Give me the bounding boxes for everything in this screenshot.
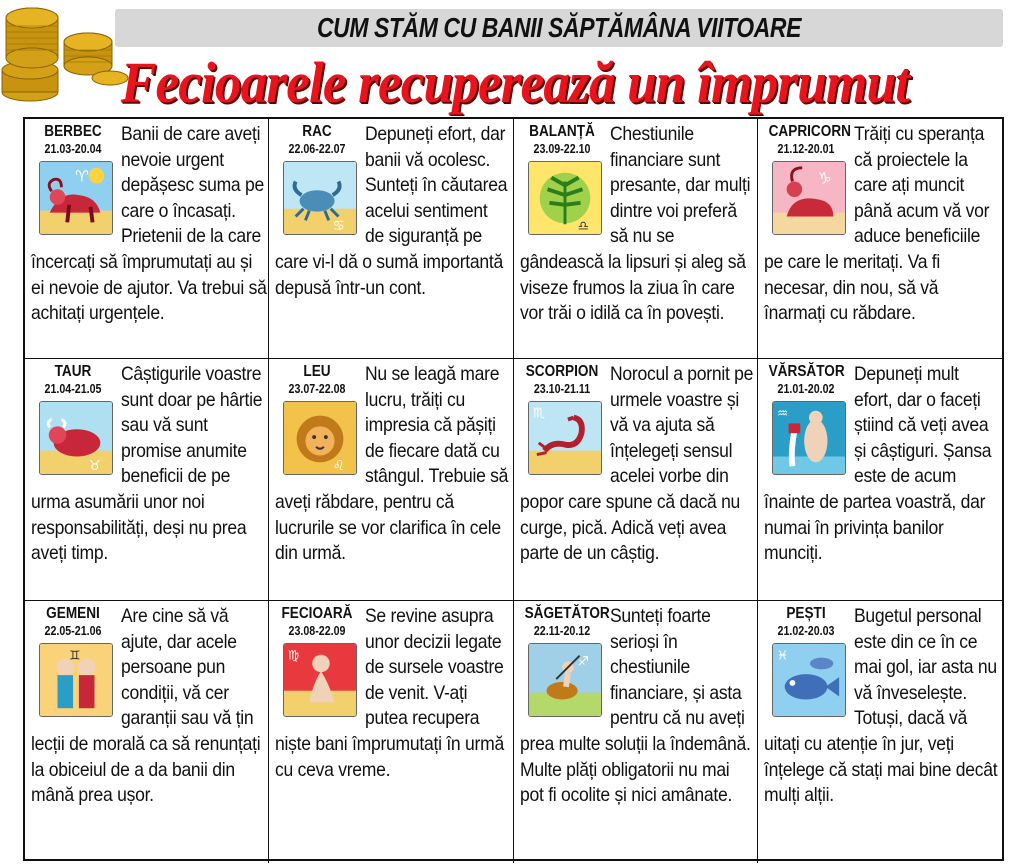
scorpion-icon <box>528 401 602 475</box>
kicker-title: CUM STĂM CU BANII SĂPTĂMÂNA VIITOARE <box>316 12 801 43</box>
sign-name: FECIOARĂ <box>281 605 353 622</box>
crab-icon <box>283 161 357 235</box>
svg-text:♏: ♏ <box>532 405 545 422</box>
sign-dates: 21.03-20.04 <box>44 141 102 156</box>
svg-text:♓: ♓ <box>776 647 788 663</box>
ram-icon <box>39 161 113 235</box>
scales-icon <box>528 161 602 235</box>
horoscope-cell-leu <box>269 359 513 601</box>
sign-dates: 23.10-21.11 <box>533 381 590 396</box>
sign-name: SCORPION <box>525 363 598 380</box>
forecast-paragraph: Trăiți cu speranța că proiectele la care ați muncit până acum vă vor aduce beneficiile pe care le meritați. Va fi necesar, din nou, să vă înarmați cu răbdare. <box>763 123 989 325</box>
svg-text:♑: ♑ <box>817 169 832 188</box>
sign-dates: 21.01-20.02 <box>777 381 835 396</box>
horoscope-cell-fecioara <box>269 601 513 863</box>
sign-dates: 22.05-21.06 <box>44 623 102 638</box>
forecast-text <box>764 362 1000 601</box>
horoscope-cell-balanta <box>514 119 758 359</box>
sign-dates: 23.07-22.08 <box>288 381 346 396</box>
sign-name: LEU <box>303 363 331 380</box>
horoscope-cell-scorpion <box>514 359 758 601</box>
forecast-paragraph: Nu se leagă mare lucru, trăiți cu impresia că pășiți de fiecare dată cu stângul. Trebuie să aveți răbdare, pentru că lucrurile se vor clarifica în cele din urmă. <box>275 363 509 565</box>
horoscope-cell-berbec <box>25 119 269 359</box>
forecast-text <box>31 122 267 359</box>
forecast-paragraph: Se revine asupra unor decizii legate de sursele voastre de venit. V-ați putea recupera niște bani împrumutați în urmă cu ceva vreme. <box>275 605 505 781</box>
sign-name: BALANȚĂ <box>528 123 595 140</box>
sign-name: CAPRICORN <box>768 123 851 140</box>
water-bearer-icon <box>772 401 846 475</box>
headline: Fecioarele recuperează un împrumut <box>120 50 910 115</box>
sign-name: VĂRSĂTOR <box>768 363 845 380</box>
forecast-paragraph: Chestiunile financiare sunt presante, dar mulți dintre voi preferă să nu se gândească la lipsuri și aleg să viseze frumos la ziua în care vor trăi o idilă ca în povești. <box>519 123 750 325</box>
forecast-paragraph: Banii de care aveți nevoie urgent depășesc suma pe care o încasați. Prietenii de la care încercați să împrumutați au și ei nevoie de ajutor. Va trebui să achitați urgențele. <box>31 123 267 325</box>
forecast-text <box>520 362 756 601</box>
sign-name: GEMENI <box>46 605 100 622</box>
forecast-text <box>764 122 1000 359</box>
forecast-text <box>520 122 756 359</box>
sign-name: BERBEC <box>44 123 102 140</box>
forecast-paragraph: Câștigurile voastre sunt doar pe hârtie sau vă sunt promise anumite beneficii de pe urma asumării unor noi responsabilități, deși nu prea aveți timp. <box>31 363 263 565</box>
svg-text:♉: ♉ <box>88 458 101 474</box>
sign-dates: 21.02-20.03 <box>777 623 835 638</box>
forecast-paragraph: Bugetul personal este din ce în ce mai gol, iar asta nu vă înveselește. Totuși, dacă vă uitați cu atenție în jur, veți înțelege că stați mai bine decât mulți alții. <box>763 605 998 807</box>
forecast-paragraph: Sunteți foarte serioși în chestiunile financiare, și asta pentru că nu aveți prea multe soluții la îndemână. Multe plăți obligatorii nu mai pot fi ocolite și nici amânate. <box>519 605 751 807</box>
svg-text:♐: ♐ <box>577 653 589 669</box>
lion-icon <box>283 401 357 475</box>
sign-dates: 22.11-20.12 <box>533 623 590 638</box>
svg-text:♍: ♍ <box>288 647 300 663</box>
horoscope-cell-rac <box>269 119 513 359</box>
horoscope-cell-varsator <box>758 359 1002 601</box>
svg-text:♌: ♌ <box>332 458 346 474</box>
virgin-icon <box>283 643 357 717</box>
sign-dates: 21.04-21.05 <box>44 381 102 396</box>
sign-name: RAC <box>302 123 332 140</box>
fish-icon <box>772 643 846 717</box>
horoscope-cell-sagetator <box>514 601 758 863</box>
horoscope-cell-taur <box>25 359 269 601</box>
sign-name: TAUR <box>54 363 92 380</box>
svg-text:♒: ♒ <box>776 405 788 421</box>
svg-text:♎: ♎ <box>577 218 589 234</box>
sign-name: SĂGETĂTOR <box>524 605 610 622</box>
forecast-text <box>31 362 267 601</box>
forecast-text <box>275 122 511 359</box>
horoscope-cell-gemeni <box>25 601 269 863</box>
sign-dates: 21.12-20.01 <box>777 141 835 156</box>
sign-dates: 23.08-22.09 <box>288 623 346 638</box>
forecast-paragraph: Are cine să vă ajute, dar acele persoane pun condiții, vă cer garanții sau vă țin lecții de morală ca să renunțați la obiceiul de a da banii din mână prea ușor. <box>31 605 261 807</box>
horoscope-grid <box>23 117 1004 861</box>
horoscope-cell-capricorn <box>758 119 1002 359</box>
sign-name: PEȘTI <box>786 605 826 622</box>
forecast-paragraph: Depuneți efort, dar banii vă ocolesc. Sunteți în căutarea acelui sentiment de siguranță pe care vi-l dă o sumă importantă depusă într-un cont. <box>275 123 508 299</box>
bull-icon <box>39 401 113 475</box>
horoscope-cell-pesti <box>758 601 1002 863</box>
archer-icon <box>528 643 602 717</box>
forecast-paragraph: Depuneți mult efort, dar o faceți știind că veți avea și câștiguri. Șansa este de acum înainte de partea voastră, dar numai în privința banilor munciți. <box>763 363 992 565</box>
twins-icon <box>39 643 113 717</box>
forecast-paragraph: Norocul a pornit pe urmele voastre și vă va ajuta să înțelegeți sensul acelei vorbe din popor care spune că dacă nu curge, pică. Adică veți avea parte de un câștig. <box>519 363 753 565</box>
sign-dates: 22.06-22.07 <box>288 141 346 156</box>
goat-icon <box>772 161 846 235</box>
forecast-text <box>275 362 511 601</box>
svg-text:♊: ♊ <box>69 647 81 663</box>
svg-text:♋: ♋ <box>332 218 346 234</box>
svg-text:♈: ♈ <box>75 167 89 186</box>
sign-dates: 23.09-22.10 <box>533 141 590 156</box>
